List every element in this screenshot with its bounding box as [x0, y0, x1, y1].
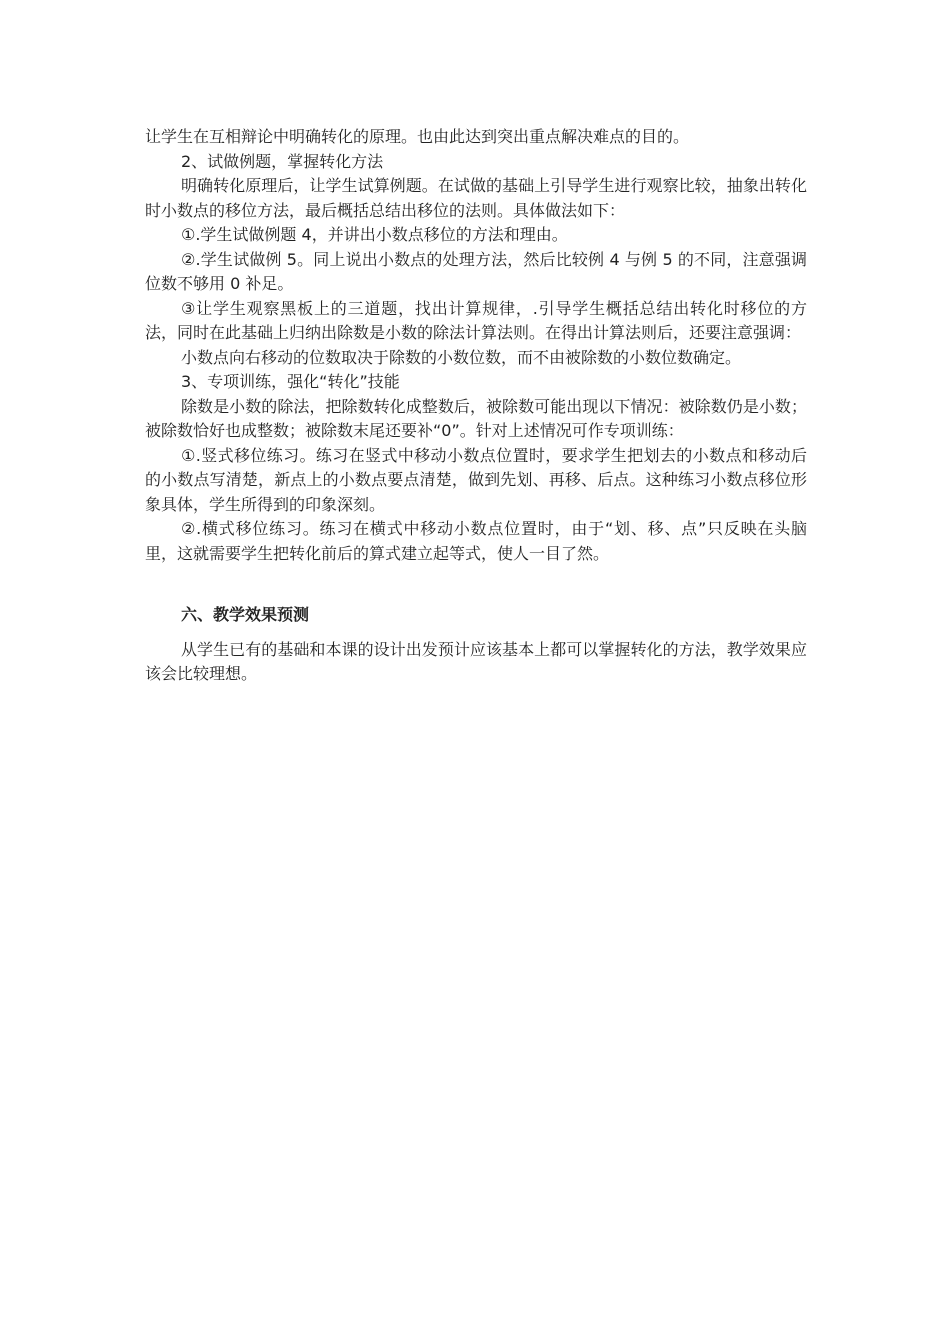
paragraph-continuation: 让学生在互相辩论中明确转化的原理。也由此达到突出重点解决难点的目的。 [145, 127, 690, 146]
document-page [145, 125, 807, 687]
spacer [145, 566, 807, 603]
spacer [145, 628, 807, 638]
subheading-trial-examples: 2、试做例题，掌握转化方法 [181, 151, 384, 171]
list-item-horizontal-practice: ②.横式移位练习。练习在横式中移动小数点位置时，由于“划、移、点”只反映在头脑里，这就需要学生把转化前后的算式建立起等式，使人一目了然。 [145, 519, 807, 563]
list-item-example-4: ①.学生试做例题 4，并讲出小数点移位的方法和理由。 [181, 225, 568, 244]
paragraph-emphasis: 小数点向右移动的位数取决于除数的小数位数，而不由被除数的小数位数确定。 [181, 347, 742, 367]
list-item-blackboard: ③让学生观察黑板上的三道题，找出计算规律，.引导学生概括总结出转化时移位的方法，同时在此基础上归纳出除数是小数的除法计算法则。在得出计算法则后，还要注意强调： [145, 298, 807, 342]
section-heading: 六、教学效果预测 [181, 605, 310, 624]
paragraph-effect-prediction: 从学生已有的基础和本课的设计出发预计应该基本上都可以掌握转化的方法，教学效果应该会比较理想。 [145, 639, 807, 683]
list-item-example-5: ②.学生试做例 5。同上说出小数点的处理方法，然后比较例 4 与例 5 的不同，注意强调位数不够用 0 补足。 [145, 249, 807, 293]
list-item-vertical-practice: ①.竖式移位练习。练习在竖式中移动小数点位置时，要求学生把划去的小数点和移动后的小数点写清楚，新点上的小数点要点清楚，做到先划、再移、后点。这种练习小数点移位形象具体，学生所得到的印象深刻。 [145, 445, 807, 514]
paragraph-cases: 除数是小数的除法，把除数转化成整数后，被除数可能出现以下情况：被除数仍是小数；被除数恰好也成整数；被除数末尾还要补“0”。针对上述情况可作专项训练： [145, 396, 807, 440]
subheading-special-training: 3、专项训练，强化“转化”技能 [181, 372, 400, 391]
paragraph-trial-method: 明确转化原理后，让学生试算例题。在试做的基础上引导学生进行观察比较，抽象出转化时小数点的移位方法，最后概括总结出移位的法则。具体做法如下： [145, 176, 807, 220]
